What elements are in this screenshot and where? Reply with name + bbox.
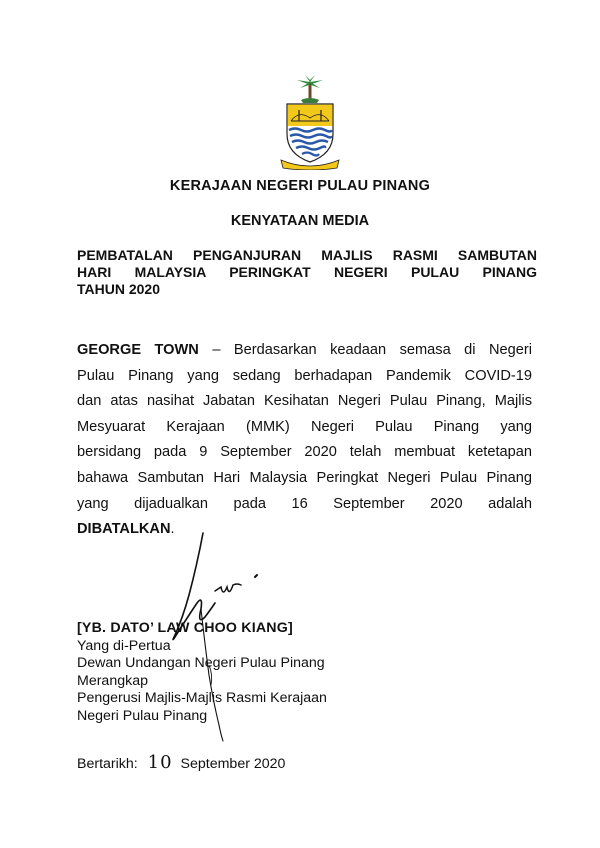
signatory-title-1: Yang di-Pertua	[77, 637, 171, 654]
signatory-title-5: Negeri Pulau Pinang	[77, 707, 208, 724]
body-line-7: yang dijadualkan pada 16 September 2020 adalah	[77, 495, 532, 512]
government-title: KERAJAAN NEGERI PULAU PINANG	[169, 178, 431, 194]
body-line-1	[77, 338, 532, 364]
cancelled-word: DIBATALKAN	[77, 521, 171, 538]
signatory-block	[77, 620, 327, 726]
body-line-5: bersidang pada 9 September 2020 telah membuat ketetapan	[77, 444, 532, 461]
date-label: Bertarikh:	[77, 756, 138, 772]
signatory-title-3: Merangkap	[77, 672, 148, 689]
shield-icon	[287, 104, 333, 162]
signatory-name: [YB. DATO’ LAW CHOO KIANG]	[77, 620, 293, 636]
body-line-8-end: .	[170, 521, 175, 538]
body-line-1-text: – Berdasarkan keadaan semasa di Negeri	[198, 342, 532, 358]
signatory-title-2: Dewan Undangan Negeri Pulau Pinang	[77, 655, 325, 672]
release-type: KENYATAAN MEDIA	[230, 213, 370, 229]
press-body	[77, 338, 532, 543]
headline-line-1: PEMBATALAN PENGANJURAN MAJLIS RASMI SAMBUTAN	[77, 247, 537, 263]
penang-crest-logo	[275, 74, 345, 170]
palm-tree-icon	[297, 75, 323, 103]
body-line-3: dan atas nasihat Jabatan Kesihatan Negeri Pulau Pinang, Majlis	[77, 393, 532, 410]
body-line-2: Pulau Pinang yang sedang berhadapan Pandemik COVID-19	[77, 367, 532, 384]
date-day-handwritten: 10	[147, 752, 173, 773]
date-line	[77, 752, 285, 773]
body-line-4: Mesyuarat Kerajaan (MMK) Negeri Pulau Pinang yang	[77, 418, 532, 435]
dateline: GEORGE TOWN	[77, 342, 199, 358]
date-month-year: September 2020	[180, 756, 286, 772]
headline-line-2: HARI MALAYSIA PERINGKAT NEGERI PULAU PINANG	[77, 264, 537, 280]
body-line-6: bahawa Sambutan Hari Malaysia Peringkat Negeri Pulau Pinang	[77, 469, 532, 486]
signatory-title-4: Pengerusi Majlis-Majlis Rasmi Kerajaan	[77, 690, 327, 707]
headline-line-3: TAHUN 2020	[77, 281, 160, 297]
headline	[77, 247, 537, 298]
